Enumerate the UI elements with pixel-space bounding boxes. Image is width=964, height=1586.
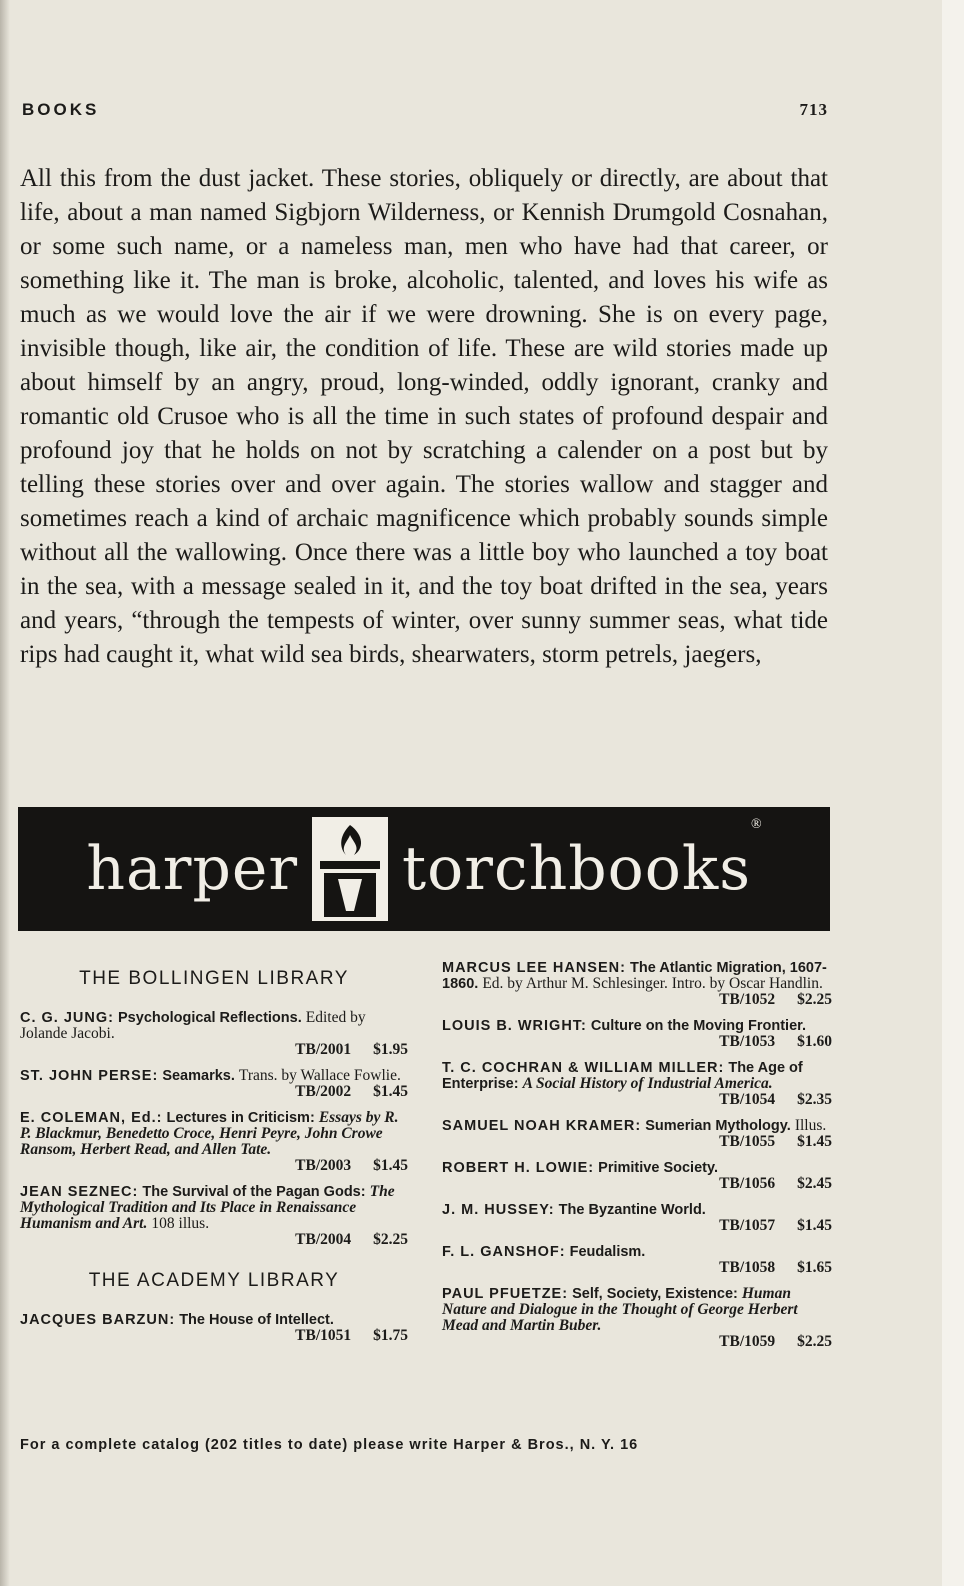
academy-library-heading: THE ACADEMY LIBRARY — [88, 1270, 340, 1291]
book-title: The House of Intellect. — [179, 1312, 334, 1328]
book-title: The Age of Enterprise: — [442, 1060, 803, 1092]
book-note: Edited by Jolande Jacobi. — [20, 1009, 366, 1042]
registered-mark: ® — [751, 817, 762, 832]
book-price: $2.25 — [373, 1231, 408, 1248]
book-listing-hansen — [442, 960, 832, 1008]
book-note: The Mythological Tradition and Its Place in Renaissance Humanism and Art. — [20, 1183, 395, 1232]
catalog-number: TB/2004 — [295, 1231, 352, 1248]
book-author: PAUL PFUETZE: — [442, 1286, 569, 1302]
book-note: Trans. by Wallace Fowlie. — [238, 1067, 401, 1084]
book-note: Essays by R. P. Blackmur, Benedetto Croce, Henri Peyre, John Crowe Ransom, Herbert Read, and Allen Tate. — [20, 1109, 399, 1158]
catalog-right-column — [442, 960, 832, 1360]
book-listing-wright — [442, 1018, 832, 1050]
book-price: $2.45 — [797, 1175, 832, 1192]
book-listing-perse — [20, 1068, 408, 1100]
book-listing-seznec — [20, 1184, 408, 1248]
book-listing-kramer — [442, 1118, 832, 1150]
book-listing-ganshof — [442, 1244, 832, 1276]
article-paragraph: All this from the dust jacket. These stories, obliquely or directly, are about that life, about a man named Sigbjorn Wilderness, or Kennish Drumgold Cosnahan, or some such name, or a nameless man, men who have had that career, or something like it. The man is broke, alcoholic, talented, and loves his wife as much as we would love the air if we were drowning. She is on every page, invisible though, like air, the condition of life. These are wild stories made up about himself by an angry, proud, long-winded, oddly ignorant, cranky and romantic old Crusoe who is all the time in such states of profound despair and profound joy that he holds on not by scratching a calender on a post but by telling these stories over and over again. The stories wallow and stagger and sometimes reach a kind of archaic magnificence which probably sounds simple without all the wallowing. Once there was a little boy who launched a toy boat in the sea, with a message sealed in it, and the toy boat drifted in the sea, years and years, “through the tempests of winter, over sunny summer seas, what tide rips had caught it, what wild sea birds, shearwaters, storm petrels, jaegers, — [20, 165, 828, 668]
catalog-footer: For a complete catalog (202 titles to date) please write Harper & Bros., N. Y. 16 — [20, 1437, 639, 1453]
book-author: JACQUES BARZUN: — [20, 1312, 176, 1328]
page-number: 713 — [799, 100, 828, 119]
book-title: The Survival of the Pagan Gods: — [142, 1184, 366, 1200]
book-price: $1.45 — [797, 1133, 832, 1150]
book-title: Culture on the Moving Frontier. — [590, 1018, 807, 1034]
book-author: MARCUS LEE HANSEN: — [442, 960, 626, 976]
book-price: $1.75 — [373, 1327, 408, 1344]
catalog-number: TB/1056 — [719, 1175, 776, 1192]
book-author: E. COLEMAN, Ed.: — [20, 1110, 163, 1126]
catalog-number: TB/1055 — [719, 1133, 776, 1150]
harper-torchbooks-banner — [18, 807, 830, 931]
book-title: Seamarks. — [162, 1068, 235, 1084]
book-listing-lowie — [442, 1160, 832, 1192]
book-price: $1.45 — [373, 1157, 408, 1174]
catalog-number: TB/1052 — [719, 991, 776, 1008]
book-title: Feudalism. — [569, 1244, 646, 1260]
book-title: Primitive Society. — [598, 1160, 718, 1176]
book-listing-pfuetze — [442, 1286, 832, 1350]
book-title: Sumerian Mythology. — [645, 1118, 791, 1134]
book-title: Lectures in Criticism: — [166, 1110, 315, 1126]
book-author: ST. JOHN PERSE: — [20, 1068, 159, 1084]
brand-harper: harper — [86, 834, 299, 904]
torch-logo-icon — [308, 814, 392, 924]
book-author: C. G. JUNG: — [20, 1010, 114, 1026]
catalog-number: TB/1057 — [719, 1217, 776, 1234]
book-listing-jung — [20, 1010, 408, 1058]
catalog-number: TB/2001 — [295, 1041, 352, 1058]
page-gutter-shadow — [0, 0, 10, 1586]
book-price: $2.25 — [797, 1333, 832, 1350]
page-right-margin — [942, 0, 964, 1586]
book-listing-hussey — [442, 1202, 832, 1234]
book-author: J. M. HUSSEY: — [442, 1202, 555, 1218]
book-note: Ed. by Arthur M. Schlesinger. Intro. by Oscar Handlin. — [482, 975, 823, 992]
book-price: $2.25 — [797, 991, 832, 1008]
book-author: F. L. GANSHOF: — [442, 1244, 566, 1260]
book-author: ROBERT H. LOWIE: — [442, 1160, 595, 1176]
book-author: SAMUEL NOAH KRAMER: — [442, 1118, 642, 1134]
book-extra: 108 illus. — [151, 1215, 210, 1232]
catalog-number: TB/1051 — [295, 1327, 352, 1344]
book-author: JEAN SEZNEC: — [20, 1184, 139, 1200]
book-price: $1.95 — [373, 1041, 408, 1058]
bollingen-library-heading: THE BOLLINGEN LIBRARY — [79, 968, 349, 989]
catalog-number: TB/1058 — [719, 1259, 776, 1276]
book-price: $2.35 — [797, 1091, 832, 1108]
book-listing-cochran-miller — [442, 1060, 832, 1108]
book-note: A Social History of Industrial America. — [522, 1075, 773, 1092]
catalog-number: TB/1053 — [719, 1033, 776, 1050]
brand-torchbooks: torchbooks — [402, 834, 752, 904]
book-title: Self, Society, Existence: — [572, 1286, 738, 1302]
book-title: Psychological Reflections. — [118, 1010, 302, 1026]
book-listing-barzun — [20, 1312, 408, 1344]
catalog-left-column — [20, 960, 408, 1354]
book-price: $1.60 — [797, 1033, 832, 1050]
catalog-number: TB/2002 — [295, 1083, 352, 1100]
book-title: The Atlantic Migration, 1607-1860. — [442, 960, 827, 992]
book-note: Human Nature and Dialogue in the Thought of George Herbert Mead and Martin Buber. — [442, 1285, 798, 1334]
book-listing-coleman — [20, 1110, 408, 1174]
book-price: $1.45 — [797, 1217, 832, 1234]
book-extra: Illus. — [794, 1117, 827, 1134]
book-price: $1.45 — [373, 1083, 408, 1100]
catalog-number: TB/1059 — [719, 1333, 776, 1350]
catalog-number: TB/1054 — [719, 1091, 776, 1108]
book-author: T. C. COCHRAN & WILLIAM MILLER: — [442, 1060, 725, 1076]
book-title: The Byzantine World. — [558, 1202, 706, 1218]
book-price: $1.65 — [797, 1259, 832, 1276]
article-body — [20, 162, 828, 672]
section-title: BOOKS — [22, 100, 100, 119]
running-head — [22, 100, 828, 120]
book-author: LOUIS B. WRIGHT: — [442, 1018, 587, 1034]
catalog-number: TB/2003 — [295, 1157, 352, 1174]
